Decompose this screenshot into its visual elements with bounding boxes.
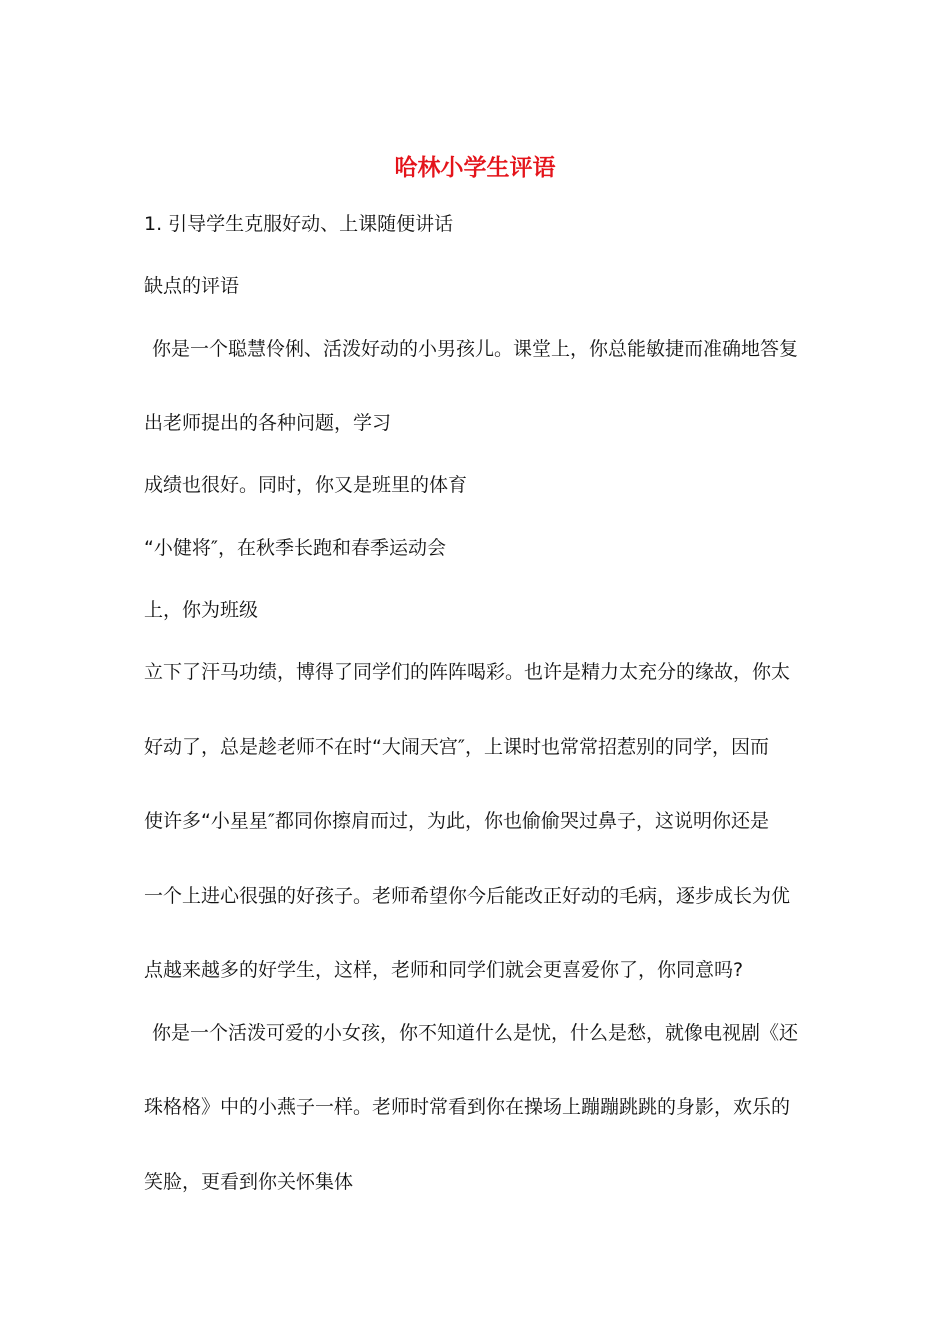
section-heading: 1. 引导学生克服好动、上课随便讲话 (144, 213, 454, 235)
paragraph-line: 好动了，总是趁老师不在时“大闹天宫″，上课时也常常招惹别的同学，因而 (144, 736, 769, 758)
paragraph-line: 你是一个聪慧伶俐、活泼好动的小男孩儿。课堂上，你总能敏捷而准确地答复 (152, 338, 799, 360)
paragraph-line: 成绩也很好。同时，你又是班里的体育 (144, 474, 468, 496)
paragraph-line: 你是一个活泼可爱的小女孩，你不知道什么是忧，什么是愁，就像电视剧《还 (152, 1022, 799, 1044)
paragraph-line: 出老师提出的各种问题，学习 (144, 412, 392, 434)
document-title: 哈林小学生评语 (394, 154, 556, 181)
paragraph-line: 立下了汗马功绩，博得了同学们的阵阵喝彩。也许是精力太充分的缘故，你太 (144, 661, 791, 683)
paragraph-line: “小健将″，在秋季长跑和春季运动会 (144, 537, 446, 559)
paragraph-line: 笑脸，更看到你关怀集体 (144, 1171, 354, 1193)
paragraph-line: 使许多“小星星″都同你擦肩而过，为此，你也偷偷哭过鼻子，这说明你还是 (144, 810, 769, 832)
paragraph-line: 一个上进心很强的好孩子。老师希望你今后能改正好动的毛病，逐步成长为优 (144, 885, 791, 907)
section-subheading: 缺点的评语 (144, 275, 240, 297)
paragraph-line: 点越来越多的好学生，这样，老师和同学们就会更喜爱你了，你同意吗? (144, 959, 744, 981)
paragraph-line: 珠格格》中的小燕子一样。老师时常看到你在操场上蹦蹦跳跳的身影，欢乐的 (144, 1096, 791, 1118)
paragraph-line: 上，你为班级 (144, 599, 259, 621)
